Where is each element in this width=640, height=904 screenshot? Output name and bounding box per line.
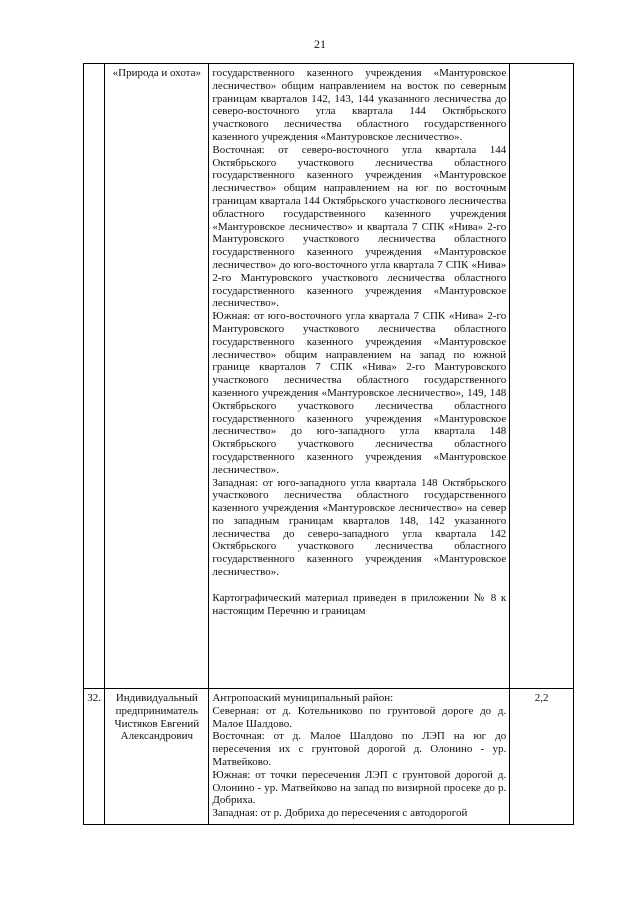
area-value: 2,2: [534, 692, 549, 704]
area-cell: [510, 689, 574, 825]
boundary-paragraph: Западная: от р. Добриха до пересечения с автодорогой: [212, 807, 468, 820]
user-name-cell: [105, 64, 209, 689]
boundary-paragraph: Северная: от д. Котельниково по грунтовой дороге до д. Малое Шалдово.: [212, 704, 507, 730]
row-number-cell: [84, 64, 105, 689]
table-row: [84, 689, 574, 825]
area-cell: [510, 64, 574, 689]
boundary-paragraph: Южная: от юго-восточного угла квартала 7 СПК «Нива» 2-го Мантуровского участкового лесничества областного государственного казенного учреждения «Мантуровское лесничество» общим направлением на запад по южной границе кварталов 7 СПК «Нива» 2-го Мантуровского участкового лесничества областного государственного казенного учреждения «Мантуровское лесничество», 149, 148 Октябрьского участкового лесничества областного государственного казенного учреждения «Мантуровское лесничество» до юго-западного угла квартала 148 Октябрьского участкового лесничества областного государственного казенного учреждения «Мантуровское лесничество».: [212, 310, 507, 476]
row-number: 32.: [87, 692, 101, 704]
boundary-paragraph: Восточная: от северо-восточного угла квартала 144 Октябрьского участкового лесничества областного государственного казенного учреждения «Мантуровское лесничество» общим направлением на юг по восточным границам квартала 144 Октябрьского участкового лесничества областного государственного казенного учреждения «Мантуровское лесничество» и квартала 7 СПК «Нива» 2-го Мантуровского участкового лесничества областного государственного казенного учреждения «Мантуровское лесничество» до юго-восточного угла квартала 7 СПК «Нива» 2-го Мантуровского участкового лесничества областного государственного казенного учреждения «Мантуровское лесничество».: [212, 143, 507, 310]
boundary-paragraph: Южная: от точки пересечения ЛЭП с грунтовой дорогой д. Олонино - ур. Матвейково на запад по визирной просеке до р. Добриха.: [212, 768, 507, 807]
user-name-cell: [105, 689, 209, 825]
user-name: Индивидуальный предприниматель Чистяков Евгений Александрович: [114, 692, 200, 743]
boundaries-table: [83, 63, 574, 825]
boundary-paragraph: государственного казенного учреждения «Мантуровское лесничество» общим направлением на восток по северным границам кварталов 142, 143, 144 указанного лесничества до северо-восточного угла квартала 144 Октябрьского участкового лесничества областного государственного казенного учреждения «Мантуровское лесничество».: [212, 67, 507, 143]
map-reference-note: Картографический материал приведен в приложении № 8 к настоящим Перечню и границам: [212, 591, 507, 617]
boundary-description-cell: [209, 64, 510, 689]
user-name: «Природа и охота»: [112, 67, 202, 79]
boundary-paragraph: Западная: от юго-западного угла квартала 148 Октябрьского участкового лесничества областного государственного казенного учреждения «Мантуровское лесничество» на север по западным границам кварталов 148, 142 указанного лесничества до северо-западного угла квартала 142 Октябрьского участкового лесничества областного государственного казенного учреждения «Мантуровское лесничество».: [212, 476, 507, 579]
boundary-description-cell: [209, 689, 510, 825]
row-number-cell: [84, 689, 105, 825]
table-row: [84, 64, 574, 689]
district-heading: Антропоаский муниципальный район:: [212, 692, 394, 704]
boundary-paragraph: Восточная: от д. Малое Шалдово по ЛЭП на юг до пересечения их с грунтовой дорогой д. Олонино - ур. Матвейково.: [212, 730, 507, 768]
page-number: 21: [314, 37, 326, 51]
